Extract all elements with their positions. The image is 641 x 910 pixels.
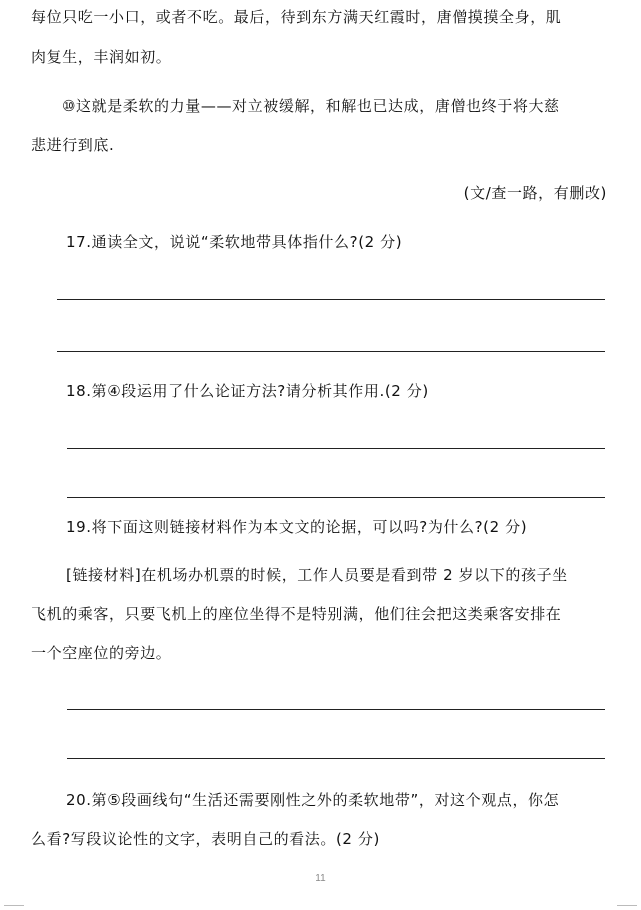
question-20-continued: 么看?写段议论性的文字，表明自己的看法。(2 分) — [31, 830, 380, 848]
answer-line[interactable] — [67, 709, 605, 710]
page-corner-mark — [617, 905, 637, 906]
question-20: 20.第⑤段画线句“生活还需要刚性之外的柔软地带”，对这个观点，你怎 — [66, 791, 560, 809]
passage-line: 肉复生，丰润如初。 — [31, 48, 172, 66]
question-19: 19.将下面这则链接材料作为本文文的论据，可以吗?为什么?(2 分) — [66, 518, 528, 536]
link-material-line: 一个空座位的旁边。 — [31, 644, 172, 662]
question-17: 17.通读全文，说说“柔软地带具体指什么?(2 分) — [66, 233, 403, 251]
passage-line: 每位只吃一小口，或者不吃。最后，待到东方满天红霞时，唐僧摸摸全身，肌 — [31, 8, 562, 26]
page-corner-mark — [4, 905, 24, 906]
source-attribution: (文/查一路，有删改) — [463, 184, 607, 202]
passage-line: ⑩这就是柔软的力量——对立被缓解，和解也已达成，唐僧也终于将大慈 — [62, 97, 560, 115]
passage-line: 悲进行到底. — [31, 136, 115, 154]
answer-line[interactable] — [67, 448, 605, 449]
question-18: 18.第④段运用了什么论证方法?请分析其作用.(2 分) — [66, 382, 429, 400]
answer-line[interactable] — [67, 758, 605, 759]
page-number: 11 — [315, 873, 326, 884]
answer-line[interactable] — [57, 351, 605, 352]
link-material-line: 飞机的乘客，只要飞机上的座位坐得不是特别满，他们往会把这类乘客安排在 — [31, 605, 562, 623]
link-material-line: [链接材料]在机场办机票的时候，工作人员要是看到带 2 岁以下的孩子坐 — [66, 566, 568, 584]
answer-line[interactable] — [67, 497, 605, 498]
answer-line[interactable] — [57, 299, 605, 300]
